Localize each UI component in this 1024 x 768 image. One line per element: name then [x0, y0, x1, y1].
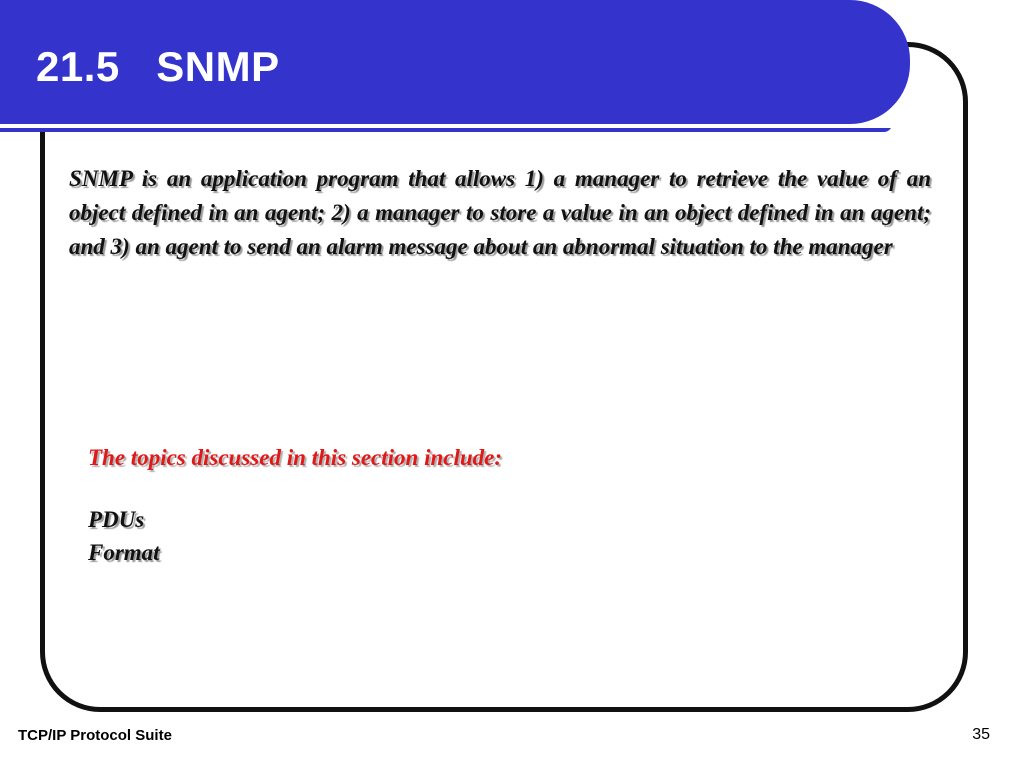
footer-book-title: TCP/IP Protocol Suite — [18, 727, 172, 744]
content-frame — [40, 42, 968, 712]
topics-heading: The topics discussed in this section include: — [88, 445, 503, 470]
banner-divider — [0, 124, 892, 128]
slide-title: 21.5 SNMP — [36, 43, 280, 90]
topics-list — [88, 503, 160, 569]
topic-item-pdus: PDUs — [88, 507, 145, 532]
page-number: 35 — [972, 726, 990, 743]
topic-item-format: Format — [88, 540, 160, 565]
slide-body-text: SNMP is an application program that allows 1) a manager to retrieve the value of an object defined in an agent; 2) a manager to store a value in an object defined in an agent; and 3) an agent to send an alarm message about an abnormal situation to the manager — [69, 166, 931, 259]
